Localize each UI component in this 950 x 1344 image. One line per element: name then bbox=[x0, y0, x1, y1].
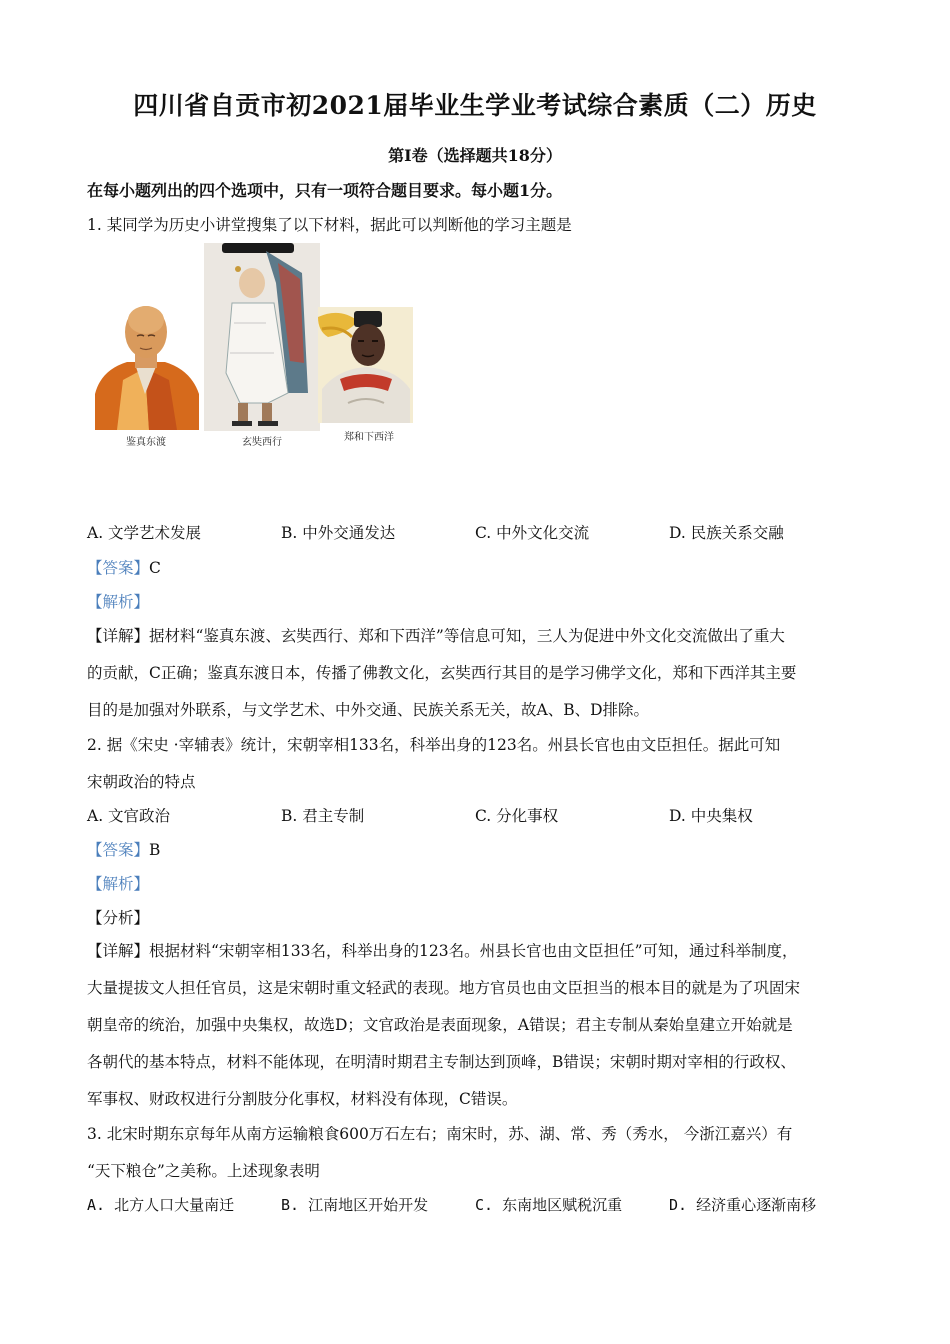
q2-answer bbox=[87, 838, 160, 860]
section-subtitle: 第Ⅰ卷（选择题共18分） bbox=[388, 146, 562, 165]
answer-value: C bbox=[149, 559, 161, 577]
instruction: 在每小题列出的四个选项中，只有一项符合题目要求。每小题1分。 bbox=[87, 181, 563, 200]
page-title: 四川省自贡市初2021届毕业生学业考试综合素质（二）历史 bbox=[133, 91, 817, 120]
q2-detail-line: 大量提拔文人担任官员，这是宋朝时重文轻武的表现。地方官员也由文臣担当的根本目的就是为了巩固宋 bbox=[87, 979, 801, 997]
q2-detail-line: 各朝代的基本特点，材料不能体现，在明清时期君主专制达到顶峰，B错误；宋朝时期对宰相的行政权、 bbox=[87, 1053, 796, 1071]
q1-analysis-tag: 【解析】 bbox=[87, 593, 150, 611]
q2-stem-line: 2. 据《宋史 ·宰辅表》统计，宋朝宰相133名，科举出身的123名。州县长官也由文臣担任。据此可知 bbox=[87, 736, 781, 754]
q2-option-d[interactable]: D. 中央集权 bbox=[669, 807, 753, 825]
q1-option-c[interactable]: C. 中外文化交流 bbox=[475, 524, 590, 542]
q1-option-b[interactable]: B. 中外交通发达 bbox=[281, 524, 396, 542]
q2-option-c[interactable]: C. 分化事权 bbox=[475, 807, 559, 825]
q3-option-d[interactable]: D. 经济重心逐渐南移 bbox=[669, 1196, 817, 1214]
q3-stem-line: “天下粮仓”之美称。上述现象表明 bbox=[87, 1162, 320, 1180]
q2-detail-line: 军事权、财政权进行分割肢分化事权，材料没有体现，C错误。 bbox=[87, 1090, 518, 1108]
answer-tag: 【答案】 bbox=[87, 559, 150, 577]
q1-detail-line: 目的是加强对外联系，与文学艺术、中外交通、民族关系无关，故A、B、D排除。 bbox=[87, 701, 650, 719]
q2-option-a[interactable]: A. 文官政治 bbox=[87, 807, 171, 825]
q3-stem-line: 3. 北宋时期东京每年从南方运输粮食600万石左右；南宋时，苏、湖、常、秀（秀水， 今浙江嘉兴）有 bbox=[87, 1125, 793, 1143]
q2-option-b[interactable]: B. 君主专制 bbox=[281, 807, 365, 825]
jianzhen-caption: 鉴真东渡 bbox=[126, 437, 166, 448]
answer-tag: 【答案】 bbox=[87, 841, 150, 859]
q2-fenxi-tag: 【分析】 bbox=[87, 909, 150, 927]
zhenghe-portrait-image bbox=[318, 307, 413, 423]
q3-option-c[interactable]: C. 东南地区赋税沉重 bbox=[475, 1196, 623, 1214]
answer-value: B bbox=[149, 841, 161, 859]
q1-stem: 1. 某同学为历史小讲堂搜集了以下材料，据此可以判断他的学习主题是 bbox=[87, 216, 572, 234]
q2-stem-line: 宋朝政治的特点 bbox=[87, 773, 196, 791]
xuanzang-caption: 玄奘西行 bbox=[242, 437, 282, 448]
q2-analysis-tag: 【解析】 bbox=[87, 875, 150, 893]
q1-answer bbox=[87, 556, 161, 578]
q3-option-b[interactable]: B. 江南地区开始开发 bbox=[281, 1196, 429, 1214]
q1-detail-line: 【详解】据材料“鉴真东渡、玄奘西行、郑和下西洋”等信息可知，三人为促进中外文化交流做出了重大 bbox=[87, 627, 785, 645]
q1-detail-line: 的贡献，C正确；鉴真东渡日本，传播了佛教文化，玄奘西行其目的是学习佛学文化，郑和下西洋其主要 bbox=[87, 664, 797, 682]
q2-detail-line: 朝皇帝的统治，加强中央集权，故选D；文官政治是表面现象，A错误；君主专制从秦始皇建立开始就是 bbox=[87, 1016, 793, 1034]
q1-option-a[interactable]: A. 文学艺术发展 bbox=[87, 524, 202, 542]
zhenghe-caption: 郑和下西洋 bbox=[344, 432, 394, 443]
xuanzang-portrait-image bbox=[204, 243, 320, 431]
jianzhen-portrait-image bbox=[87, 298, 205, 430]
q3-option-a[interactable]: A. 北方人口大量南迁 bbox=[87, 1196, 235, 1214]
q2-detail-line: 【详解】根据材料“宋朝宰相133名，科举出身的123名。州县长官也由文臣担任”可知，通过科举制度， bbox=[87, 942, 798, 960]
q1-option-d[interactable]: D. 民族关系交融 bbox=[669, 524, 784, 542]
